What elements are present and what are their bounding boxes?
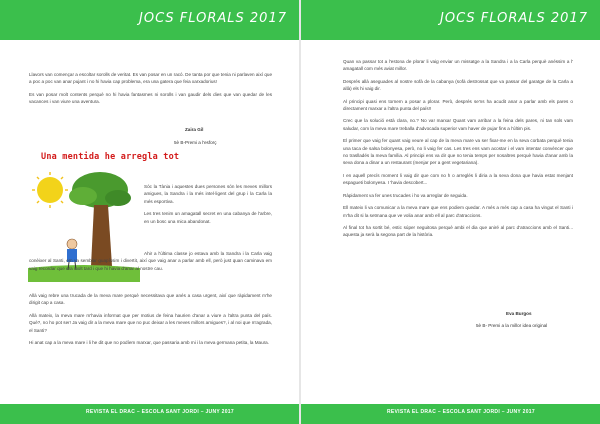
footer-text-left: REVISTA EL DRAC – ESCOLA SANT JORDI – JUNY 2017 [86,409,234,415]
story-paragraph: Després allà aseguades al nostre sofà de la cabanya (sofà destrossat que va passar del garatge de la Carla a allà) els hi vaig dir. [343,78,573,92]
story-paragraph: Al final tot ha sortit bé, estic súper neguitosa perquè ambi el dia que aniré al parc d'atraccions amb el Santi... aquesta ja serà la segona part de la història. [343,224,573,238]
story-paragraph: Hi anat cap a la meva mare i li he dit que no podíem marxar, que passaria amb mi i la meva germana petita, la Maura. [29,340,270,346]
footer-bar-left [0,404,299,424]
header-bar-left [0,0,299,40]
author-note: 5è B- Premi a la millor idea original [476,323,548,328]
story-wrap-text [29,250,272,277]
footer-bar-right [301,404,600,424]
intro-paragraph: Llavors van començar a escoltar sorolls de veritat. Es van posar en un racó. De tanta por que tenia ni parlaven així que a poc a poc van anar pujant i no hi havia cap problema, era una gatera que feia xarxadorius! [29,72,272,85]
author-name: Zaira Gil [185,127,204,132]
header-title-left: JOCS FLORALS 2017 [139,11,287,26]
footer-text-right: REVISTA EL DRAC – ESCOLA SANT JORDI – JUNY 2017 [387,409,535,415]
story-paragraph: Ahir a l'última classe jo estava amb la Sandra i la Carla vaig conèixer al Santi, em va semblar guapíssim i divertit, així que vaig anar a parlar amb ell, però just quan caminava em vaig recordar que era molt tard i que hi havia d'anar al nostre cau. [29,251,272,271]
right-text [343,58,573,244]
story-full-text [29,292,272,351]
story-paragraph: Ell mateix li va comunicar a la meva mare que ens podiem quedar. A més a més cap a casa ha vingut el Santi i m'ha dit si la setmana que ve volia anar amb ell al parc d'atraccions. [343,205,573,218]
intro-text [29,71,272,111]
story-title: Una mentida he arregla tot [41,152,180,162]
intro-paragraph: Es van posar molt contents perquè no hi havia fantasmes ni sorolls i van gaudir dels dies que van quedar de les vacances i van viure una aventura. [29,91,272,105]
header-bar-right [301,0,600,40]
story-paragraph: Ràpidament va fer unes trucades i ho va arreglar de seguida. [343,192,468,198]
story-paragraph: Les tres tenim un amagatall secret en una cabanya de l'arbre, en un bosc una mica abandonat. [144,211,272,224]
story-paragraph: Quan va passar tot a l'estona de plorar li vaig enviar un missatge a la Sandra i a la Carla perquè anéssim a l' amagatall com més aviat millor. [343,59,573,72]
figure-head [67,239,77,249]
story-paragraph: I en aquell precís moment li vaig dir que com no h o arreglés li diria a la seva dona que havia estat menjant espagueti bolonyesa. I 'havia descobert... [343,172,573,186]
header-title-right: JOCS FLORALS 2017 [440,11,588,26]
sun-shape [37,177,63,203]
author-name: Eva Burgos [506,311,532,316]
story-paragraph: Allà mateix, la meva mare m'havia informat que per motius de feina haurien d'anar a viure a l'altra punta del país. Què?, no ho pot ser! Ja vaig dir a la meva mare que no puc deixar a les meves millors amigues?, i al noi que m'agrada, el Santi? [29,312,272,333]
author-note: 5è B-Premi a l'esforç [174,140,217,145]
right-page [301,0,600,424]
story-paragraph: Allà vaig rebre una trucada de la meva mare perquè necessitava que anés a casa urgent, així que ràpidament m'he dirigit cap a casa. [29,293,272,306]
story-side-text [144,183,272,230]
story-paragraph: Sóc la Tània i aquestes dues persones són les meves millors amigues, la Sandra i la més intel·ligent del grup i la Carla la més esportiva. [144,184,272,204]
story-paragraph: El primer que vaig fer quant vaig veure al cap de la meva mare va ser fixar-me en la seva corbata perquè tenia una taca de salsa bolonyesa, però, no li vaig fer cas. Les tres ens vam acostar i el vam intentar convèncer que no traslladés la meva família. Al principi ens va dir que no tenia temps per nosaltres perquè havia d'anar amb la seva dona a dinar a un restaurant (menjar per a gent vegetariana). [343,138,573,166]
story-paragraph: Al principi quasi ens tornem a posar a plorar. Però, després se'ns ha acudit anar a parlar amb els pares o directament marxar a l'altra punta del país!! [343,98,573,112]
story-paragraph: Crec que la solució està clara, no.? No va! marxar Quant vam arribar a la feina dels pares, ni tan sols vam saludar, com la meva mare treballa d'advocada superior vam haver de pujar fins a l'últim pis. [343,118,573,131]
left-page [0,0,299,424]
